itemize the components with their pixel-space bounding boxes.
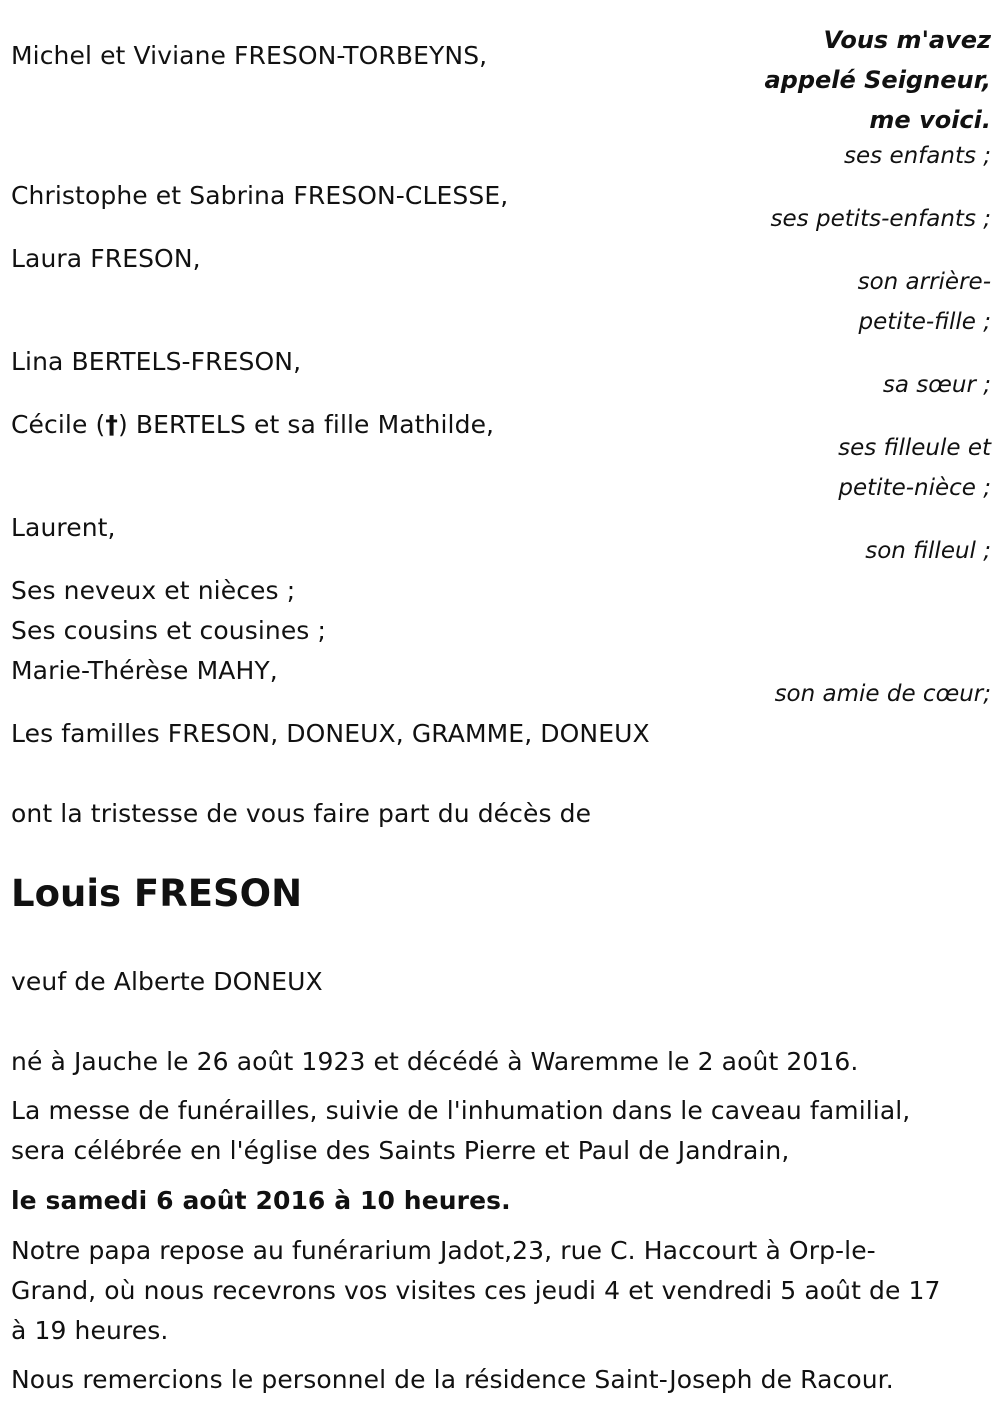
visit-line-2: Grand, où nous recevrons vos visites ces jeudi 4 et vendredi 5 août de 17 <box>11 1276 941 1305</box>
motto-line-2: appelé Seigneur, <box>764 66 991 94</box>
deceased-name: Louis FRESON <box>11 872 303 915</box>
widower-of: veuf de Alberte DONEUX <box>11 967 323 996</box>
relation-godson: son filleul ; <box>865 538 991 564</box>
visit-line-3: à 19 heures. <box>11 1316 169 1345</box>
relation-sister: sa sœur ; <box>882 372 991 398</box>
family-families: Les familles FRESON, DONEUX, GRAMME, DONEUX <box>11 719 650 748</box>
relation-children: ses enfants ; <box>844 143 991 169</box>
family-name-godson: Laurent, <box>11 513 116 542</box>
family-name-children: Michel et Viviane FRESON-TORBEYNS, <box>11 41 488 70</box>
relation-companion: son amie de cœur; <box>774 681 991 707</box>
family-cousins: Ses cousins et cousines ; <box>11 616 326 645</box>
family-nephews-nieces: Ses neveux et nièces ; <box>11 576 296 605</box>
funeral-date: le samedi 6 août 2016 à 10 heures. <box>11 1186 511 1215</box>
birth-death-text: né à Jauche le 26 août 1923 et décédé à Waremme le 2 août 2016. <box>11 1047 859 1076</box>
motto-line-3: me voici. <box>869 106 991 134</box>
motto-line-1: Vous m'avez <box>823 26 991 54</box>
family-name-sister: Lina BERTELS-FRESON, <box>11 347 302 376</box>
relation-goddaughter-line-1: ses filleule et <box>838 435 991 461</box>
cross-icon: † <box>105 410 118 439</box>
goddaughter-name-before: Cécile ( <box>11 410 106 439</box>
funeral-line-2: sera célébrée en l'église des Saints Pierre et Paul de Jandrain, <box>11 1136 790 1165</box>
family-name-great-granddaughter: Laura FRESON, <box>11 244 201 273</box>
relation-great-granddaughter-line-1: son arrière- <box>857 269 991 295</box>
family-name-goddaughter <box>11 405 494 445</box>
relation-goddaughter-line-2: petite-nièce ; <box>838 475 991 501</box>
thanks-text: Nous remercions le personnel de la résidence Saint-Joseph de Racour. <box>11 1365 894 1394</box>
funeral-line-1: La messe de funérailles, suivie de l'inhumation dans le caveau familial, <box>11 1096 911 1125</box>
relation-grandchildren: ses petits-enfants ; <box>770 206 991 232</box>
family-name-grandchildren: Christophe et Sabrina FRESON-CLESSE, <box>11 181 509 210</box>
goddaughter-name-after: ) BERTELS et sa fille Mathilde, <box>117 410 495 439</box>
relation-great-granddaughter-line-2: petite-fille ; <box>858 309 991 335</box>
announcement-text: ont la tristesse de vous faire part du décès de <box>11 799 592 828</box>
visit-line-1: Notre papa repose au funérarium Jadot,23, rue C. Haccourt à Orp-le- <box>11 1236 876 1265</box>
motto <box>764 20 991 140</box>
family-name-companion: Marie-Thérèse MAHY, <box>11 656 278 685</box>
